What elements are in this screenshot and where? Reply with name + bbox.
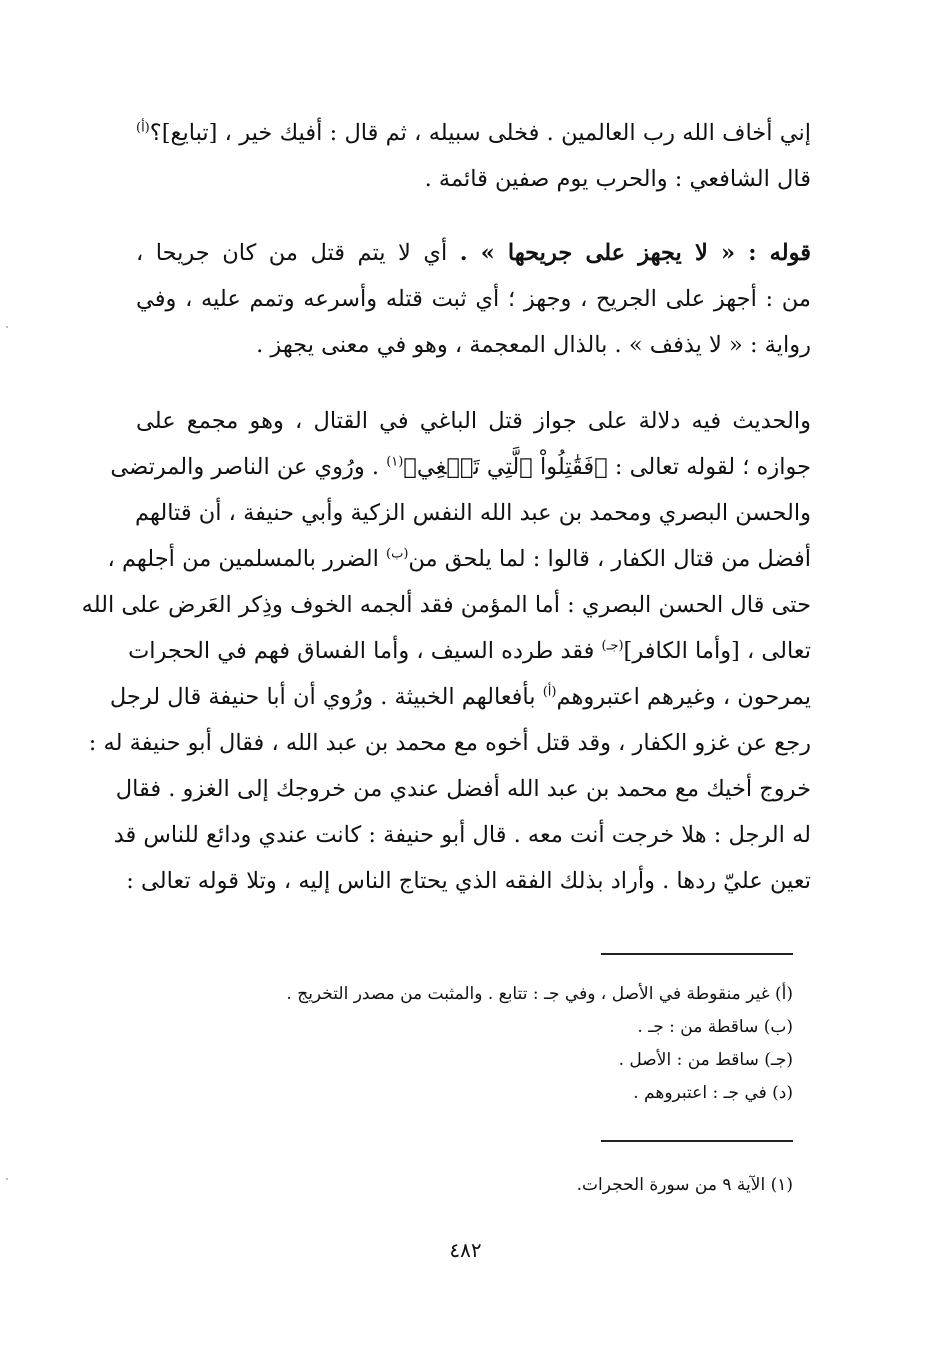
footnote-marker: (أ)	[542, 684, 557, 700]
text-line	[136, 320, 811, 370]
text-line	[136, 488, 811, 538]
line-text: تعالى ، [وأما الكافر]	[623, 638, 811, 664]
text-line	[136, 228, 811, 278]
source-note: (١) الآية ٩ من سورة الحجرات.	[576, 1175, 793, 1195]
text-line	[109, 672, 811, 722]
text-line	[107, 534, 811, 584]
text-line	[126, 856, 811, 906]
text-line	[136, 274, 811, 324]
scan-speck	[6, 326, 8, 328]
text-line	[81, 580, 811, 630]
line-text: رواية : « لا يذفف » . بالذال المعجمة ، وهو في معنى يجهز .	[256, 332, 811, 358]
footnote-marker: (أ)	[136, 120, 150, 136]
text-line	[115, 764, 811, 814]
text-line	[136, 154, 811, 204]
line-text: يمرحون ، وغيرهم اعتبروهم	[556, 684, 811, 710]
line-text: خروج أخيك مع محمد بن عبد الله أفضل عندي من خروجك إلى الغزو . فقال	[115, 776, 811, 802]
text-line	[88, 718, 811, 768]
apparatus-note: (ب) ساقطة من : جـ .	[637, 1017, 793, 1037]
footnote-marker: (جـ)	[601, 638, 624, 654]
text-line	[128, 626, 811, 676]
line-text-continued: بأفعالهم الخبيثة . ورُوي أن أبا حنيفة قال لرجل	[109, 684, 543, 710]
footnote-marker: (ب)	[386, 546, 409, 562]
line-text: تعين عليّ ردها . وأراد بذلك الفقه الذي يحتاج الناس إليه ، وتلا قوله تعالى :	[126, 868, 811, 894]
line-text-continued: الضرر بالمسلمين من أجلهم ،	[107, 546, 387, 572]
line-text-continued: . ورُوي عن الناصر والمرتضى	[110, 454, 387, 480]
line-text: من : أجهز على الجريح ، وجهز ؛ أي ثبت قتله وأسرعه وتمم عليه ، وفي	[136, 286, 811, 312]
line-text: والحديث فيه دلالة على جواز قتل الباغي في القتال ، وهو مجمع على	[136, 408, 811, 434]
scan-speck	[6, 1178, 8, 1180]
line-text: والحسن البصري ومحمد بن عبد الله النفس الزكية وأبي حنيفة ، أن قتالهم	[135, 500, 811, 526]
page-number: ٤٨٢	[449, 1238, 482, 1262]
line-text-continued: فقد طرده السيف ، وأما الفساق فهم في الحجرات	[128, 638, 602, 664]
text-line	[110, 442, 811, 492]
apparatus-note: (أ) غير منقوطة في الأصل ، وفي جـ : تتابع . والمثبت من مصدر التخريج .	[286, 984, 793, 1004]
bold-lemma: قوله : « لا يجهز على جريحها » .	[459, 240, 811, 266]
line-text: قال الشافعي : والحرب يوم صفين قائمة .	[424, 166, 811, 192]
line-text: أفضل من قتال الكفار ، قالوا : لما يلحق من	[408, 546, 811, 572]
text-line	[136, 396, 811, 446]
footnote-marker: (١)	[386, 454, 404, 470]
line-text: أي لا يتم قتل من كان جريحا ،	[136, 240, 460, 266]
line-text: حتى قال الحسن البصري : أما المؤمن فقد ألجمه الخوف وذِكر العَرض على الله	[81, 592, 811, 618]
apparatus-note: (د) في جـ : اعتبروهم .	[633, 1083, 793, 1103]
line-text: رجع عن غزو الكفار ، وقد قتل أخوه مع محمد بن عبد الله ، فقال أبو حنيفة له :	[88, 730, 811, 756]
footnote-separator-1	[601, 953, 793, 955]
line-text: جوازه ؛ لقوله تعالى : ﴿فَقَٰتِلُواْ ٱلَّتِي تَبۡغِي﴾	[403, 454, 811, 480]
text-line	[136, 108, 811, 158]
apparatus-note: (جـ) ساقط من : الأصل .	[618, 1050, 793, 1070]
line-text: له الرجل : هلا خرجت أنت معه . قال أبو حنيفة : كانت عندي ودائع للناس قد	[113, 822, 811, 848]
text-line	[113, 810, 811, 860]
line-text: إني أخاف الله رب العالمين . فخلى سبيله ، ثم قال : أفيك خير ، [تبايع]؟	[149, 120, 811, 146]
footnote-separator-2	[601, 1140, 793, 1142]
